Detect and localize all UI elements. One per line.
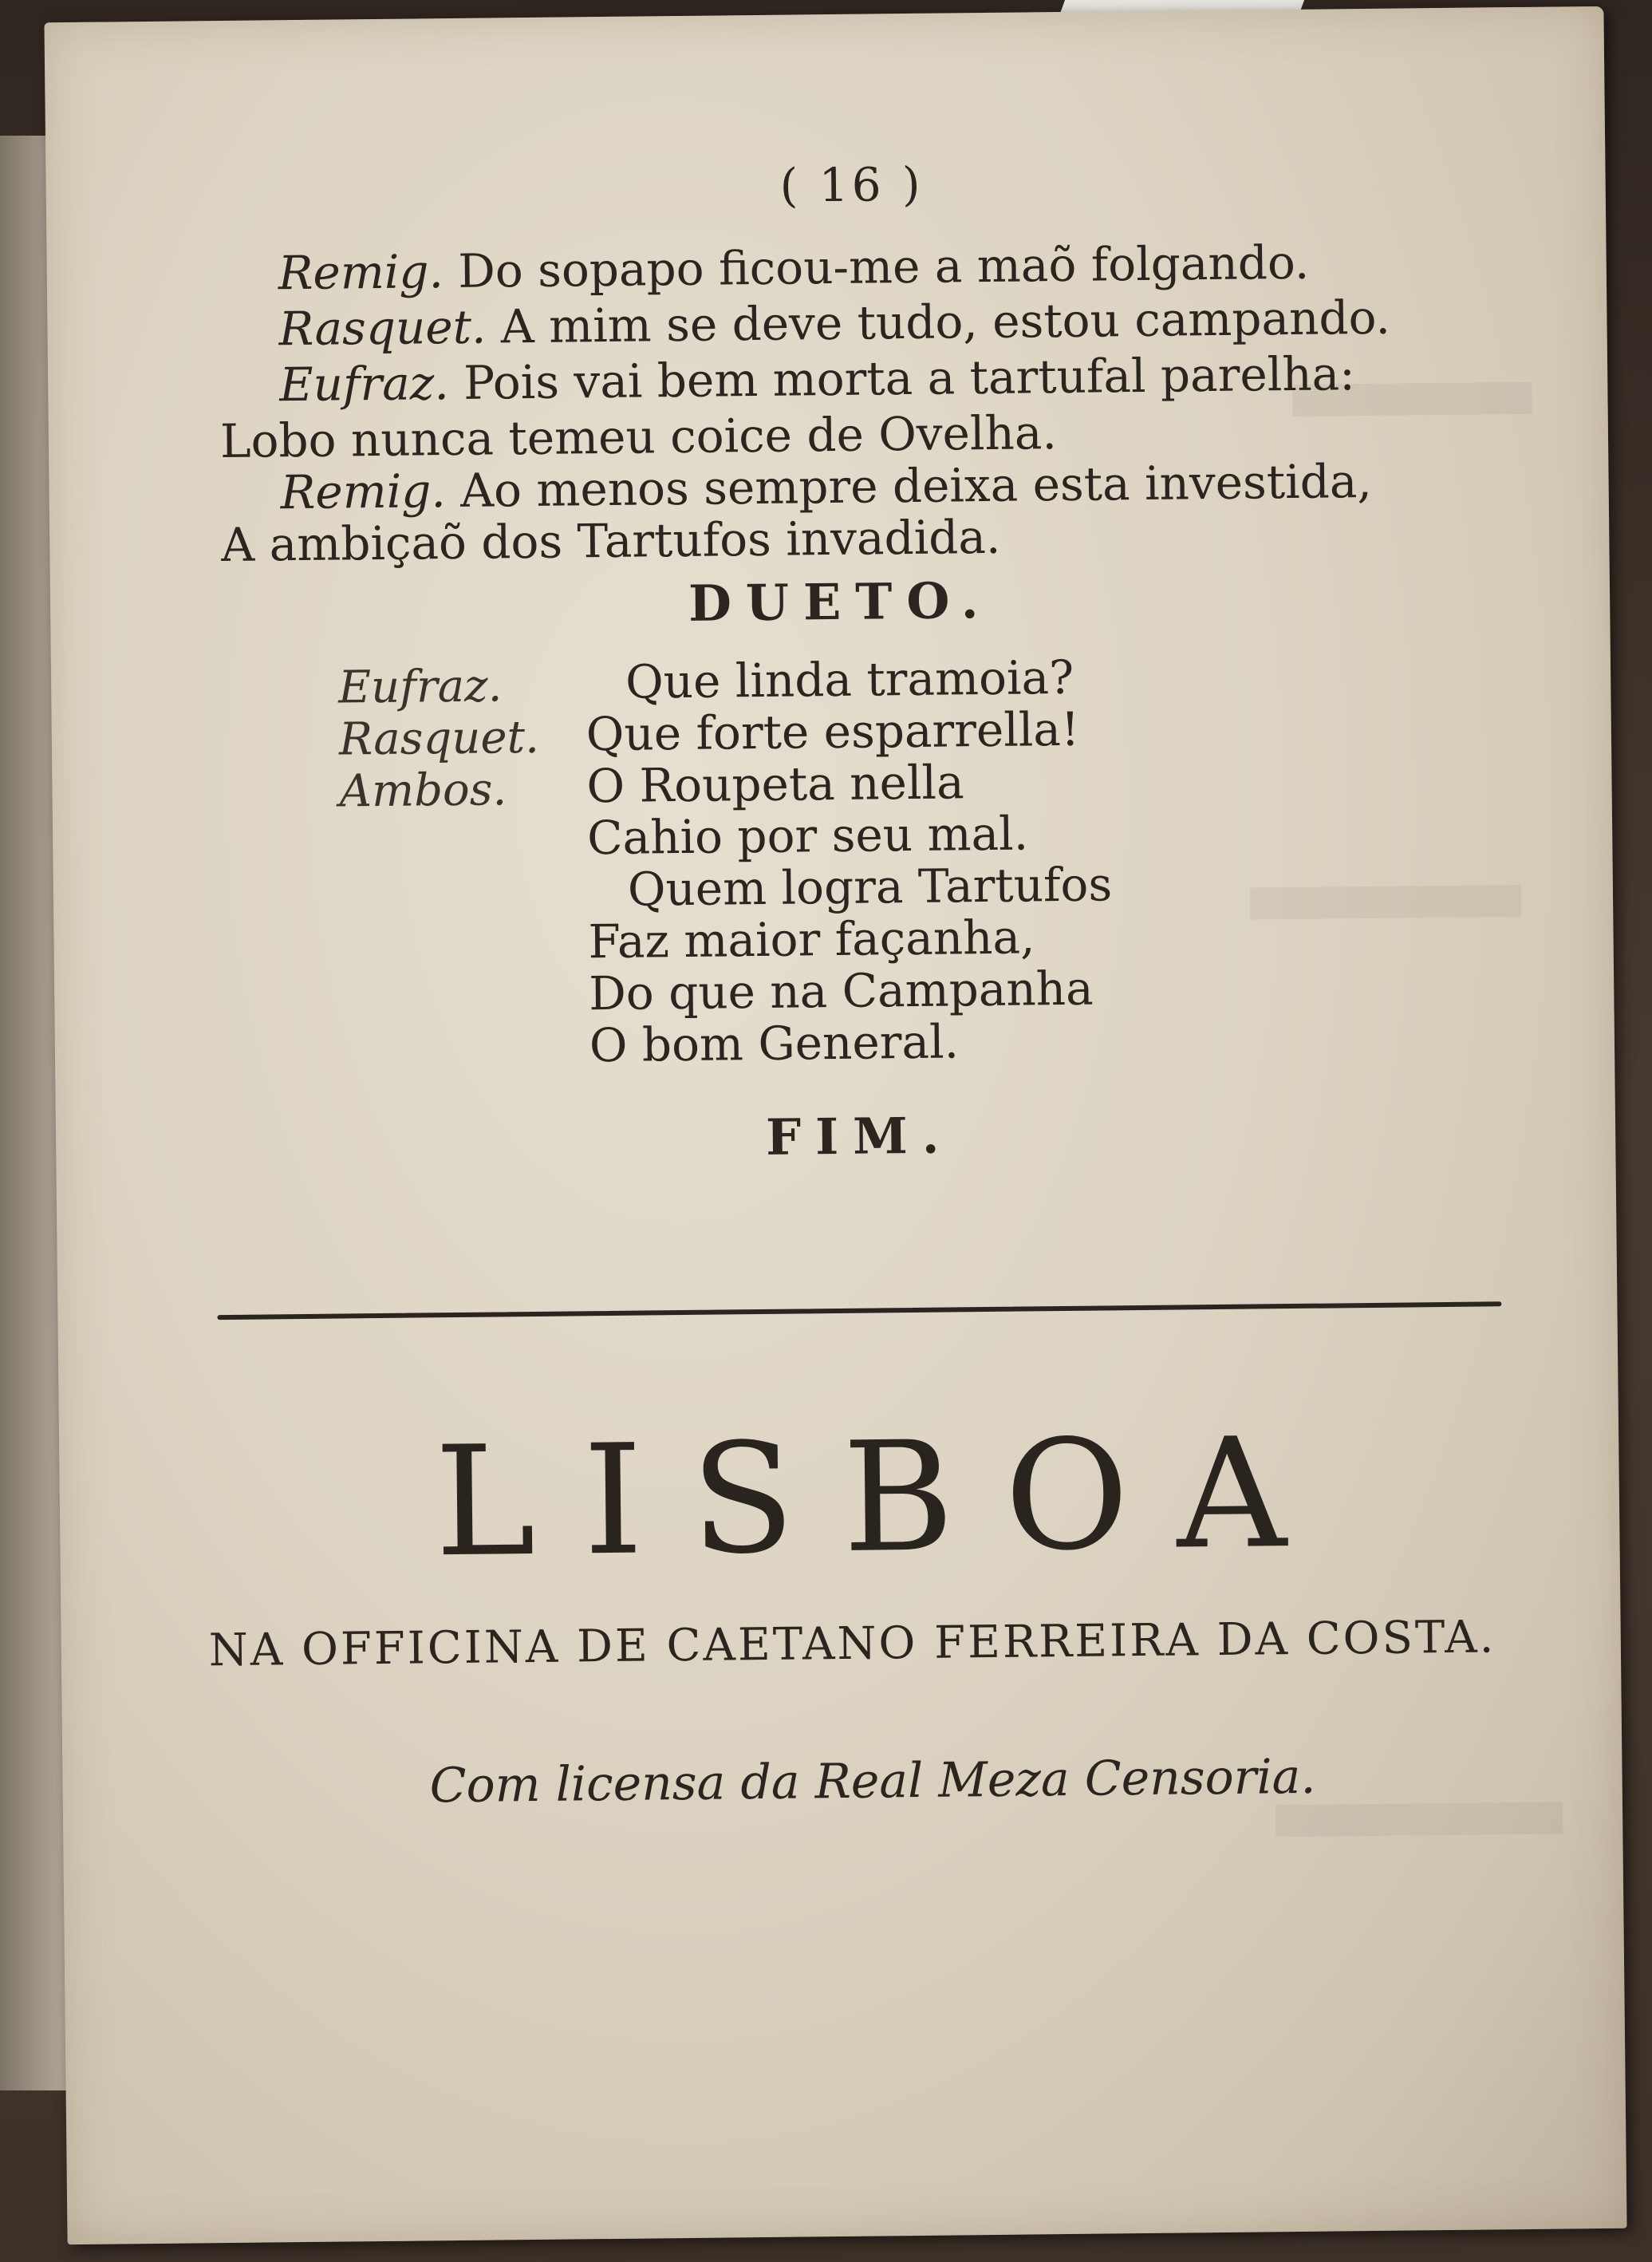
- duet-speaker: Rasquet.: [338, 711, 540, 766]
- horizontal-rule: [217, 1301, 1501, 1320]
- verse-line: [278, 237, 1309, 299]
- duet-line: Quem logra Tartufos: [627, 857, 1113, 917]
- verse-text: Pois vai bem morta a tartufal parelha:: [448, 346, 1356, 411]
- verse-line: [278, 346, 1356, 413]
- duet-heading: DUETO.: [688, 570, 993, 633]
- verse-text: Do sopapo ficou-me a maõ folgando.: [443, 235, 1310, 299]
- duet-line: Que forte esparrella!: [585, 701, 1080, 762]
- duet-line: Do que na Campanha: [588, 961, 1094, 1021]
- imprint-license: Com licensa da Real Meza Censoria.: [429, 1748, 1316, 1814]
- verse-speaker: Remig.: [278, 244, 444, 301]
- verse-speaker: Rasquet.: [278, 299, 487, 357]
- verse-text: Lobo nunca temeu coice de Ovelha.: [219, 405, 1058, 469]
- verse-text: A mim se deve tudo, estou campando.: [486, 290, 1391, 354]
- verse-line: [280, 453, 1373, 520]
- book-page: [44, 6, 1626, 2244]
- verse-line: [220, 509, 1001, 573]
- duet-line: Cahio por seu mal.: [586, 806, 1029, 866]
- end-mark: FIM.: [765, 1106, 954, 1167]
- duet-line: O bom General.: [589, 1014, 960, 1073]
- imprint-city: LISBOA: [433, 1404, 1335, 1591]
- verse-text: Ao menos sempre deixa esta investida,: [445, 453, 1373, 519]
- duet-line: Faz maior façanha,: [588, 910, 1035, 969]
- verse-text: A ambiçaõ dos Tartufos invadida.: [220, 509, 1001, 573]
- duet-line: Que linda tramoia?: [625, 649, 1074, 709]
- imprint-printer: NA OFFICINA DE CAETANO FERREIRA DA COSTA.: [208, 1611, 1496, 1677]
- verse-line: [278, 292, 1390, 355]
- duet-speaker: Eufraz.: [337, 660, 503, 714]
- verse-speaker: Remig.: [280, 464, 447, 520]
- verse-speaker: Eufraz.: [278, 356, 450, 413]
- duet-line: O Roupeta nella: [586, 755, 964, 814]
- duet-speaker: Ambos.: [339, 764, 507, 818]
- page-number: ( 16 ): [779, 156, 924, 213]
- page-text: [44, 6, 1626, 2244]
